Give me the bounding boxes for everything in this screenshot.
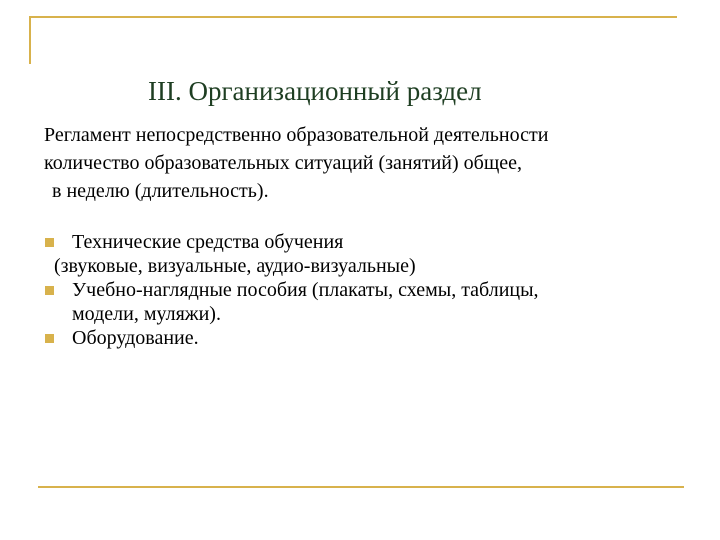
square-bullet-icon [45, 238, 54, 247]
square-bullet-icon [45, 286, 54, 295]
list-item [42, 278, 539, 302]
frame-left-line [29, 16, 31, 64]
intro-line: в неделю (длительность). [52, 180, 269, 202]
list-item [42, 230, 539, 254]
frame-top-line [29, 16, 677, 18]
slide-title: III. Организационный раздел [148, 76, 482, 106]
bullet-list [42, 230, 539, 350]
list-item-text: Технические средства обучения [72, 231, 344, 253]
list-item-text: Оборудование. [72, 327, 199, 349]
list-item [42, 326, 539, 350]
list-item-text: (звуковые, визуальные, аудио-визуальные) [54, 255, 416, 277]
intro-line: количество образовательных ситуаций (занятий) общее, [44, 152, 522, 174]
list-item-text: модели, муляжи). [72, 303, 221, 325]
list-item-continuation [42, 302, 539, 326]
square-bullet-icon [45, 334, 54, 343]
list-item-text: Учебно-наглядные пособия (плакаты, схемы, таблицы, [72, 279, 539, 301]
list-item-continuation [42, 254, 539, 278]
frame-bottom-line [38, 486, 684, 488]
intro-line: Регламент непосредственно образовательной деятельности [44, 124, 549, 146]
intro-text [44, 121, 548, 205]
